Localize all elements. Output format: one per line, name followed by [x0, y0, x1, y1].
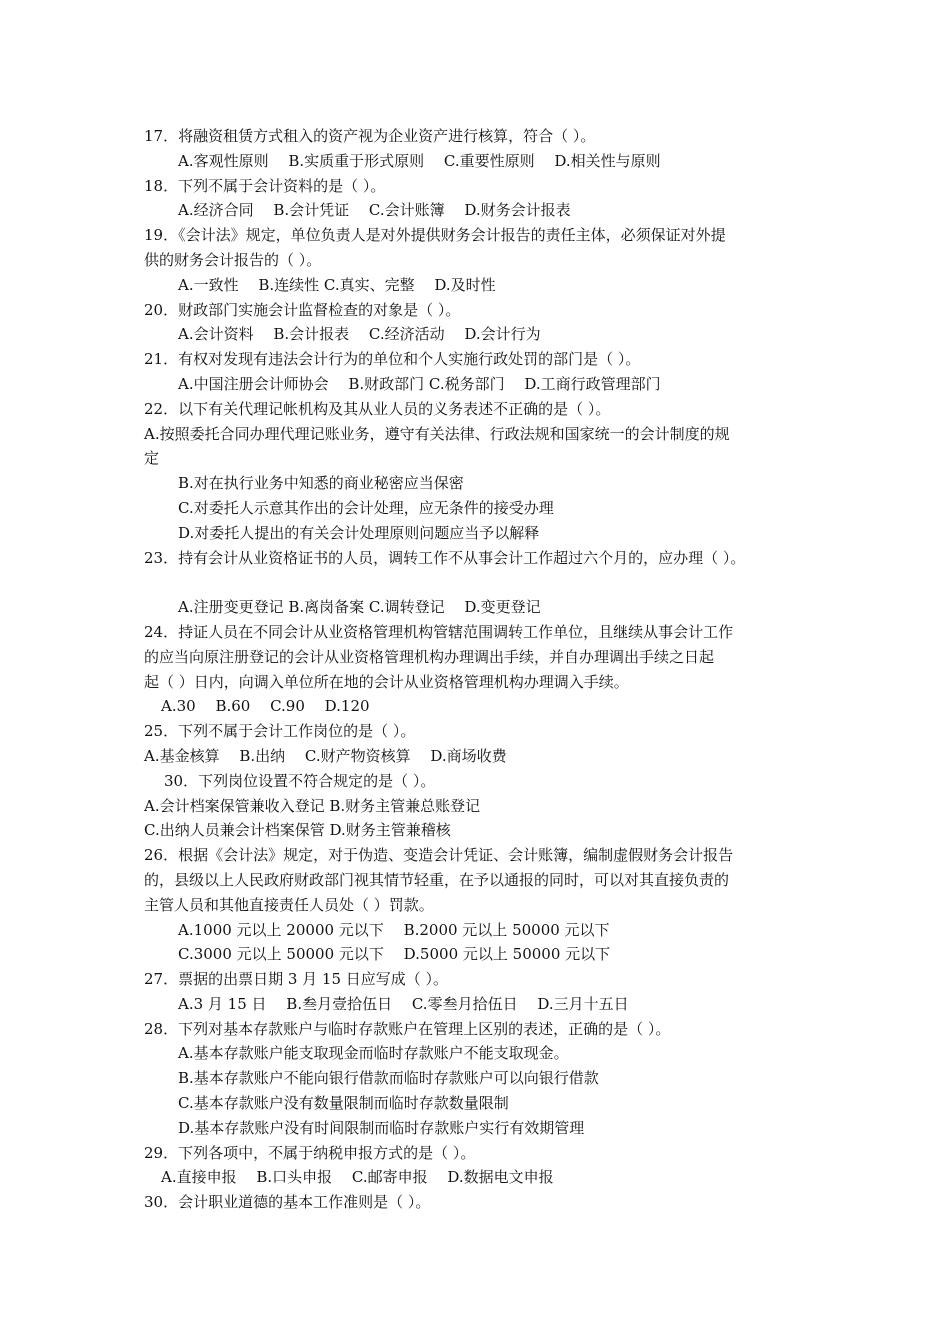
text-line: 21．有权对发现有违法会计行为的单位和个人实施行政处罚的部门是（ ）。: [144, 350, 641, 369]
text-line: A.1000 元以上 20000 元以下 B.2000 元以上 50000 元以下: [178, 920, 610, 939]
text-line: 的，县级以上人民政府财政部门视其情节轻重，在予以通报的同时，可以对其直接负责的: [144, 870, 730, 889]
text-line: D.基本存款账户没有时间限制而临时存款账户实行有效期管理: [178, 1118, 585, 1137]
text-line: A.经济合同 B.会计凭证 C.会计账簿 D.财务会计报表: [178, 201, 571, 220]
text-line: A.会计资料 B.会计报表 C.经济活动 D.会计行为: [178, 325, 541, 344]
text-line: A.按照委托合同办理代理记账业务，遵守有关法律、行政法规和国家统一的会计制度的规: [144, 424, 730, 443]
text-line: 定: [144, 449, 160, 468]
text-line: A.直接申报 B.口头申报 C.邮寄申报 D.数据电文申报: [161, 1168, 554, 1187]
text-line: B.基本存款账户不能向银行借款而临时存款账户可以向银行借款: [178, 1069, 599, 1088]
text-line: C.基本存款账户没有数量限制而临时存款数量限制: [178, 1094, 509, 1113]
text-line: 30．会计职业道德的基本工作准则是（ ）。: [144, 1193, 431, 1212]
text-line: 19．《会计法》规定，单位负责人是对外提供财务会计报告的责任主体，必须保证对外提: [144, 226, 726, 245]
text-line: A.中国注册会计师协会 B.财政部门 C.税务部门 D.工商行政管理部门: [178, 374, 661, 393]
text-line: A.一致性 B.连续性 C.真实、完整 D.及时性: [178, 275, 496, 294]
text-line: 起（ ）日内，向调入单位所在地的会计从业资格管理机构办理调入手续。: [144, 672, 629, 691]
text-line: A.注册变更登记 B.离岗备案 C.调转登记 D.变更登记: [178, 598, 541, 617]
text-line: 的应当向原注册登记的会计从业资格管理机构办理调出手续，并自办理调出手续之日起: [144, 647, 715, 666]
document-page: [144, 124, 824, 1215]
text-line: 26．根据《会计法》规定，对于伪造、变造会计凭证、会计账簿，编制虚假财务会计报告: [144, 846, 734, 865]
text-line: 23．持有会计从业资格证书的人员，调转工作不从事会计工作超过六个月的，应办理（ ）。: [144, 548, 746, 567]
text-line: 24．持证人员在不同会计从业资格管理机构管辖范围调转工作单位，且继续从事会计工作: [144, 622, 734, 641]
text-line: 27．票据的出票日期 3 月 15 日应写成（ ）。: [144, 970, 449, 989]
text-line: 17．将融资租赁方式租入的资产视为企业资产进行核算，符合（ ）。: [144, 127, 596, 145]
text-line: 29．下列各项中，不属于纳税申报方式的是（ ）。: [144, 1143, 476, 1162]
text-line: C.3000 元以上 50000 元以下 D.5000 元以上 50000 元以下: [178, 945, 611, 964]
text-line: 22．以下有关代理记帐机构及其从业人员的义务表述不正确的是（ ）。: [144, 399, 611, 418]
text-line: A.基本存款账户能支取现金而临时存款账户不能支取现金。: [178, 1044, 569, 1063]
text-line: C.对委托人示意其作出的会计处理，应无条件的接受办理: [178, 498, 554, 517]
text-line: 20．财政部门实施会计监督检查的对象是（ ）。: [144, 300, 461, 319]
blank-line: [144, 570, 824, 595]
text-line: 供的财务会计报告的（ ）。: [144, 250, 322, 269]
text-line: C.出纳人员兼会计档案保管 D.财务主管兼稽核: [144, 821, 451, 840]
text-line: D.对委托人提出的有关会计处理原则问题应当予以解释: [178, 523, 540, 542]
text-line: 18．下列不属于会计资料的是（ ）。: [144, 176, 386, 195]
text-line: A.客观性原则 B.实质重于形式原则 C.重要性原则 D.相关性与原则: [178, 151, 661, 170]
text-line: A.3 月 15 日 B.叁月壹拾伍日 C.零叁月拾伍日 D.三月十五日: [178, 994, 629, 1013]
text-line: A.基金核算 B.出纳 C.财产物资核算 D.商场收费: [144, 746, 507, 765]
text-line: 25．下列不属于会计工作岗位的是（ ）。: [144, 722, 416, 741]
text-line: A.会计档案保管兼收入登记 B.财务主管兼总账登记: [144, 796, 481, 815]
text-line: 30．下列岗位设置不符合规定的是（ ）。: [149, 771, 436, 790]
text-line: 主管人员和其他直接责任人员处（ ）罚款。: [144, 895, 434, 914]
text-line: A.30 B.60 C.90 D.120: [161, 697, 370, 716]
text-line: B.对在执行业务中知悉的商业秘密应当保密: [178, 474, 464, 493]
text-line: 28．下列对基本存款账户与临时存款账户在管理上区别的表述，正确的是（ ）。: [144, 1019, 671, 1038]
